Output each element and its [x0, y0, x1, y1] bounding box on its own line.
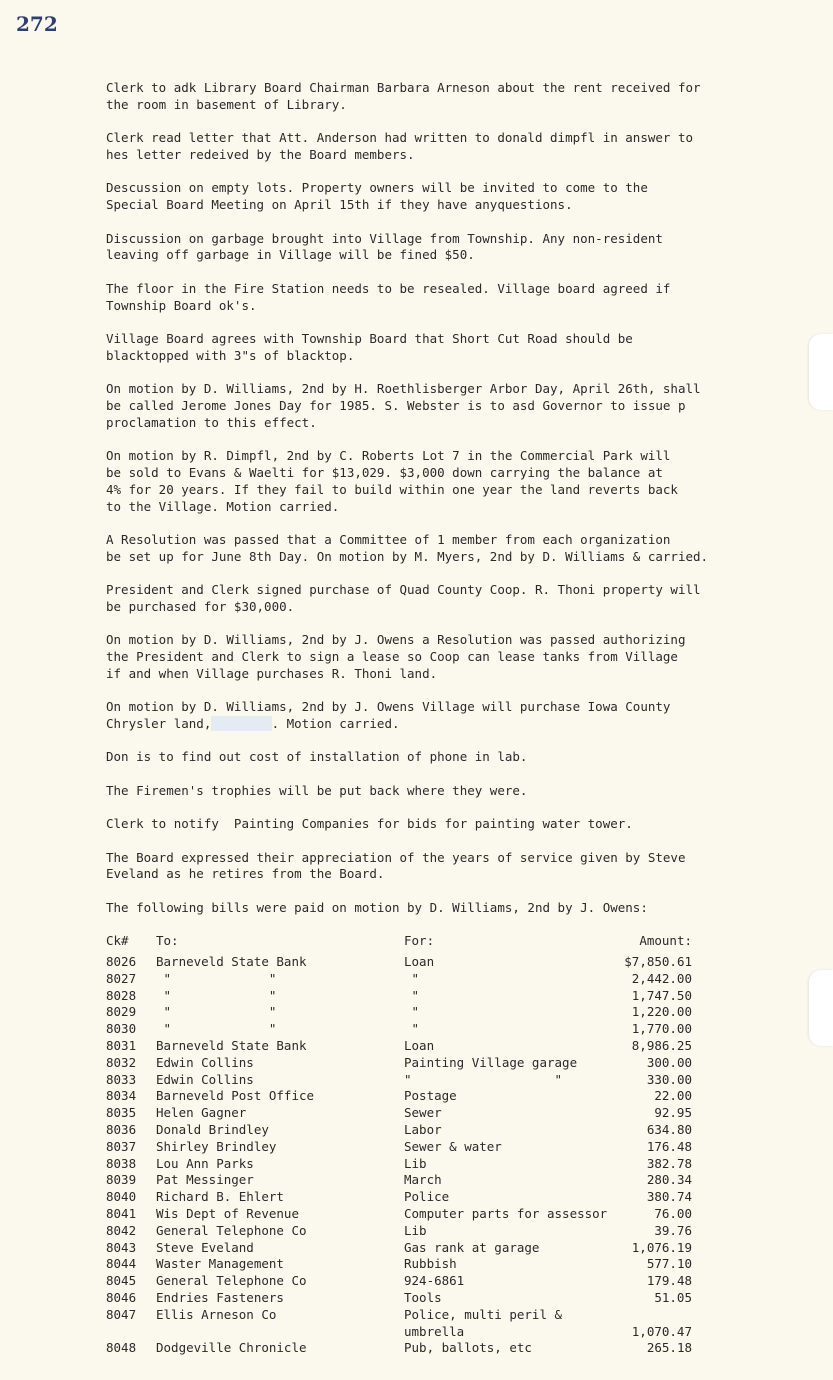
- table-row: [106, 1122, 796, 1139]
- page-tab-marker: [809, 970, 833, 1046]
- table-row: [106, 1105, 796, 1122]
- table-row: [106, 1038, 796, 1055]
- payee: Ellis Arneson Co: [156, 1306, 277, 1322]
- table-row: [106, 1240, 796, 1257]
- check-number: 8029: [106, 1004, 137, 1020]
- bills-table: [106, 933, 796, 1357]
- table-row: [106, 1189, 796, 1206]
- payee: General Telephone Co: [156, 1222, 307, 1238]
- table-row: [106, 1307, 796, 1341]
- page-tab-marker: [809, 334, 833, 410]
- paragraph: On motion by D. Williams, 2nd by J. Owens a Resolution was passed authorizing the President and Clerk to sign a lease so Coop can lease tanks from Village if and when Village purchases R. Thoni land.: [106, 632, 686, 681]
- check-number: 8048: [106, 1340, 137, 1356]
- check-number: 8032: [106, 1054, 137, 1070]
- header-amount: Amount:: [639, 933, 692, 949]
- check-number: 8036: [106, 1121, 137, 1137]
- table-row: [106, 1004, 796, 1021]
- bills-table-header: [106, 933, 796, 950]
- check-number: 8037: [106, 1138, 137, 1154]
- paragraph-chrysler-land: On motion by D. Williams, 2nd by J. Owens Village will purchase Iowa County Chrysler land, . Motion carried.: [106, 699, 671, 732]
- amount: 176.48: [646, 1138, 692, 1154]
- purpose: Lib: [404, 1222, 427, 1238]
- purpose: Police: [404, 1189, 450, 1205]
- amount: 577.10: [646, 1256, 692, 1272]
- purpose: ": [404, 970, 420, 986]
- purpose: Tools: [404, 1289, 442, 1305]
- check-number: 8041: [106, 1205, 137, 1221]
- check-number: 8042: [106, 1222, 137, 1238]
- amount: 1,076.19: [631, 1239, 692, 1255]
- page-number: 272: [16, 12, 58, 36]
- paragraph: Discussion on garbage brought into Village from Township. Any non-resident leaving off garbage in Village will be fined $50.: [106, 230, 663, 263]
- check-number: 8028: [106, 987, 137, 1003]
- check-number: 8047: [106, 1306, 137, 1322]
- purpose: Loan: [404, 953, 435, 969]
- amount: 382.78: [646, 1155, 692, 1171]
- purpose: Painting Village garage: [404, 1054, 578, 1070]
- paragraph-group: [106, 749, 796, 916]
- amount: 76.00: [654, 1205, 692, 1221]
- amount: 92.95: [654, 1105, 692, 1121]
- purpose: Lib: [404, 1155, 427, 1171]
- table-row: [106, 1340, 796, 1357]
- purpose: Postage: [404, 1088, 457, 1104]
- payee: Steve Eveland: [156, 1239, 254, 1255]
- payee: Wis Dept of Revenue: [156, 1205, 299, 1221]
- bills-table-body: [106, 954, 796, 1357]
- check-number: 8044: [106, 1256, 137, 1272]
- paragraph: Don is to find out cost of installation of phone in lab.: [106, 749, 528, 765]
- purpose: Pub, ballots, etc: [404, 1340, 532, 1356]
- table-row: [106, 1290, 796, 1307]
- table-row: [106, 1172, 796, 1189]
- payee: Shirley Brindley: [156, 1138, 277, 1154]
- payee: Donald Brindley: [156, 1121, 269, 1137]
- paragraph: Village Board agrees with Township Board that Short Cut Road should be blacktopped with 3"s of blacktop.: [106, 330, 633, 363]
- table-row: [106, 1088, 796, 1105]
- table-row: [106, 1072, 796, 1089]
- payee: " ": [156, 1004, 277, 1020]
- payee: Dodgeville Chronicle: [156, 1340, 307, 1356]
- paragraph: Clerk to notify Painting Companies for bids for painting water tower.: [106, 816, 633, 832]
- paragraph: On motion by R. Dimpfl, 2nd by C. Roberts Lot 7 in the Commercial Park will be sold to Evans & Waelti for $13,029. $3,000 down carrying the balance at 4% for 20 years. If they fail to build within one year the land reverts back to the Village. Motion carried.: [106, 448, 678, 514]
- paragraph: The Board expressed their appreciation of the years of service given by Steve Eveland as he retires from the Board.: [106, 849, 686, 882]
- amount: 39.76: [654, 1222, 692, 1238]
- check-number: 8038: [106, 1155, 137, 1171]
- check-number: 8030: [106, 1021, 137, 1037]
- table-row: [106, 988, 796, 1005]
- paragraph: A Resolution was passed that a Committee of 1 member from each organization be set up for June 8th Day. On motion by M. Myers, 2nd by D. Williams & carried.: [106, 531, 709, 564]
- payee: Richard B. Ehlert: [156, 1189, 284, 1205]
- amount: 380.74: [646, 1189, 692, 1205]
- amount: 1,070.47: [631, 1323, 692, 1339]
- payee: Barneveld State Bank: [156, 1037, 307, 1053]
- payee: " ": [156, 1021, 277, 1037]
- purpose: Labor: [404, 1121, 442, 1137]
- redacted-text: [211, 716, 271, 731]
- amount: 280.34: [646, 1172, 692, 1188]
- purpose: Gas rank at garage: [404, 1239, 540, 1255]
- purpose: ": [404, 1004, 420, 1020]
- purpose: Loan: [404, 1037, 435, 1053]
- payee: Barneveld Post Office: [156, 1088, 315, 1104]
- paragraph: Clerk read letter that Att. Anderson had written to donald dimpfl in answer to hes letter redeived by the Board members.: [106, 130, 693, 162]
- amount: 1,770.00: [631, 1021, 692, 1037]
- amount: 265.18: [646, 1340, 692, 1356]
- amount: 22.00: [654, 1088, 692, 1104]
- header-ck: Ck#: [106, 933, 129, 949]
- payee: Waster Management: [156, 1256, 284, 1272]
- amount: 2,442.00: [631, 970, 692, 986]
- payee: Endries Fasteners: [156, 1289, 284, 1305]
- paragraph: Clerk to adk Library Board Chairman Barbara Arneson about the rent received for the room in basement of Library.: [106, 80, 701, 112]
- payee: Edwin Collins: [156, 1054, 254, 1070]
- table-row: [106, 1139, 796, 1156]
- minutes-body: [106, 80, 796, 1357]
- amount: 330.00: [646, 1071, 692, 1087]
- header-to: To:: [156, 933, 179, 949]
- amount: 179.48: [646, 1273, 692, 1289]
- paragraph: On motion by D. Williams, 2nd by H. Roethlisberger Arbor Day, April 26th, shall be called Jerome Jones Day for 1985. S. Webster is to asd Governor to issue p proclamation to this effect.: [106, 381, 701, 430]
- table-row: [106, 971, 796, 988]
- purpose: Sewer: [404, 1105, 442, 1121]
- amount: 300.00: [646, 1054, 692, 1070]
- check-number: 8046: [106, 1289, 137, 1305]
- paragraph-group: [106, 80, 796, 683]
- payee: Edwin Collins: [156, 1071, 254, 1087]
- check-number: 8035: [106, 1105, 137, 1121]
- purpose: ": [404, 1021, 420, 1037]
- table-row: [106, 1055, 796, 1072]
- table-row: [106, 1223, 796, 1240]
- table-row: [106, 954, 796, 971]
- paragraph: The floor in the Fire Station needs to be resealed. Village board agreed if Township Board ok's.: [106, 280, 671, 313]
- payee: General Telephone Co: [156, 1273, 307, 1289]
- amount: 8,986.25: [631, 1037, 692, 1053]
- payee: " ": [156, 970, 277, 986]
- purpose: 924-6861: [404, 1273, 465, 1289]
- purpose: Computer parts for assessor: [404, 1205, 608, 1221]
- amount: $7,850.61: [624, 953, 692, 969]
- purpose: ": [404, 987, 420, 1003]
- purpose: Police, multi peril & umbrella: [404, 1306, 563, 1339]
- check-number: 8026: [106, 953, 137, 969]
- purpose: Rubbish: [404, 1256, 457, 1272]
- payee: Pat Messinger: [156, 1172, 254, 1188]
- purpose: March: [404, 1172, 442, 1188]
- table-row: [106, 1206, 796, 1223]
- payee: " ": [156, 987, 277, 1003]
- amount: 1,220.00: [631, 1004, 692, 1020]
- table-row: [106, 1256, 796, 1273]
- table-row: [106, 1273, 796, 1290]
- check-number: 8040: [106, 1189, 137, 1205]
- table-row: [106, 1156, 796, 1173]
- check-number: 8039: [106, 1172, 137, 1188]
- table-row: [106, 1021, 796, 1038]
- check-number: 8045: [106, 1273, 137, 1289]
- payee: Barneveld State Bank: [156, 953, 307, 969]
- amount: 634.80: [646, 1121, 692, 1137]
- check-number: 8034: [106, 1088, 137, 1104]
- check-number: 8027: [106, 970, 137, 986]
- purpose: " ": [404, 1071, 563, 1087]
- paragraph: The Firemen's trophies will be put back where they were.: [106, 782, 528, 798]
- check-number: 8031: [106, 1037, 137, 1053]
- purpose: Sewer & water: [404, 1138, 502, 1154]
- paragraph: President and Clerk signed purchase of Quad County Coop. R. Thoni property will be purchased for $30,000.: [106, 582, 701, 614]
- check-number: 8033: [106, 1071, 137, 1087]
- amount: 51.05: [654, 1289, 692, 1305]
- payee: Lou Ann Parks: [156, 1155, 254, 1171]
- check-number: 8043: [106, 1239, 137, 1255]
- payee: Helen Gagner: [156, 1105, 247, 1121]
- paragraph: The following bills were paid on motion by D. Williams, 2nd by J. Owens:: [106, 899, 648, 915]
- paragraph: Descussion on empty lots. Property owners will be invited to come to the Special Board Meeting on April 15th if they have anyquestions.: [106, 180, 648, 213]
- amount: 1,747.50: [631, 987, 692, 1003]
- header-for: For:: [404, 933, 435, 949]
